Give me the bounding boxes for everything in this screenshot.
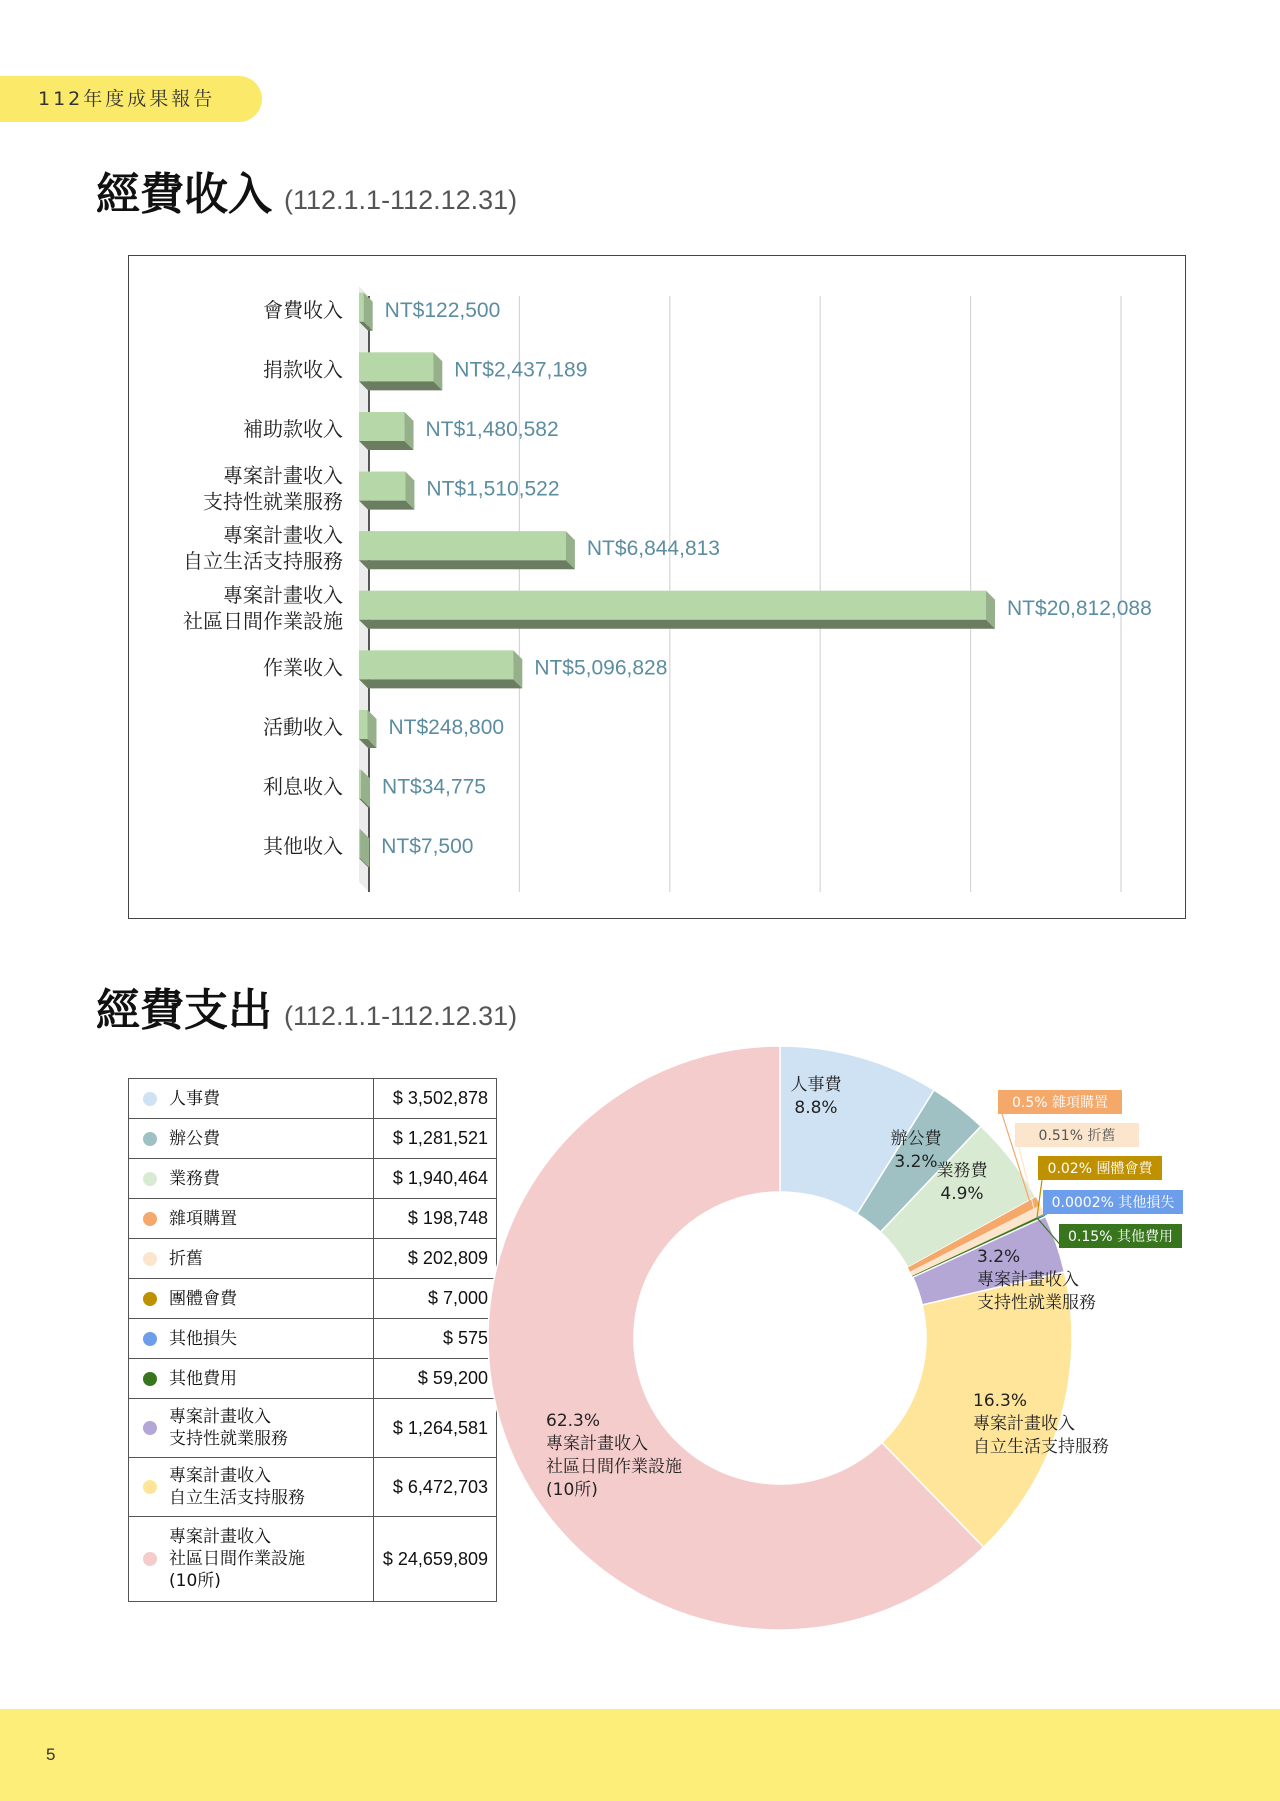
bar-category-label: 會費收入 [263,297,343,322]
bar-data-label: NT$1,480,582 [425,418,559,441]
legend-swatch [143,1252,157,1266]
legend-name-line: 人事費 [169,1088,220,1109]
legend-name-cell [129,1199,374,1239]
income-bar [359,650,522,688]
income-period: (112.1.1-112.12.31) [284,185,518,215]
legend-row [129,1279,497,1319]
bar-data-label: NT$5,096,828 [534,656,668,680]
donut-slice-label: 人事費 8.8% [790,1075,842,1118]
donut-slice-label: 辦公費 3.2% [890,1129,942,1172]
legend-swatch [143,1480,157,1494]
legend-value-cell: $ 202,809 [374,1239,497,1279]
legend-name-line: 團體會費 [169,1288,237,1309]
legend-swatch [143,1132,157,1146]
legend-name-cell [129,1458,374,1517]
bar-category-label: 捐款收入 [263,357,343,382]
callout-tag-label: 0.5% 雜項購置 [1011,1095,1109,1111]
legend-name-cell [129,1517,374,1602]
legend-swatch [143,1092,157,1106]
legend-name-line: 其他費用 [169,1368,237,1389]
legend-name-cell [129,1359,374,1399]
legend-swatch [143,1212,157,1226]
legend-value-cell: $ 6,472,703 [374,1458,497,1517]
legend-name-line: 專案計畫收入 [169,1527,271,1547]
bar-data-label: NT$1,510,522 [426,477,560,501]
bar-data-label: NT$6,844,813 [586,537,721,561]
legend-name-line: 社區日間作業設施 [169,1549,305,1569]
callout-tag-label: 0.02% 團體會費 [1047,1161,1153,1177]
bar-category-label: 專案計畫收入支持性就業服務 [203,463,343,514]
legend-name-line: 自立生活支持服務 [169,1488,305,1508]
callout-tag-label: 0.0002% 其他損失 [1051,1195,1175,1211]
expense-donut-chart-svg [480,1030,1200,1670]
legend-swatch [143,1372,157,1386]
donut-slice-label: 62.3%專案計畫收入社區日間作業設施(10所) [546,1411,682,1500]
legend-row [129,1199,497,1239]
legend-name-line: 專案計畫收入 [169,1466,271,1486]
legend-row [129,1119,497,1159]
legend-name-line: 雜項購置 [169,1208,237,1229]
bar-data-label: NT$248,800 [388,716,505,739]
legend-row [129,1239,497,1279]
legend-swatch [143,1552,157,1566]
legend-value-cell: $ 1,281,521 [374,1119,497,1159]
legend-name-cell [129,1319,374,1359]
legend-value-cell: $ 59,200 [374,1359,497,1399]
legend-value-cell: $ 1,940,464 [374,1159,497,1199]
legend-value-cell: $ 7,000 [374,1279,497,1319]
callout-tag-label: 0.51% 折舊 [1038,1128,1116,1144]
bar-category-label: 專案計畫收入自立生活支持服務 [183,523,343,574]
bar-category-label: 補助款收入 [243,417,343,441]
legend-name-cell [129,1159,374,1199]
income-bar-chart [128,255,1186,919]
income-title: 經費收入 [96,169,272,220]
bar-data-label: NT$2,437,189 [454,358,588,382]
expense-section-title [96,974,517,1038]
bar-category-label: 作業收入 [263,655,343,680]
expense-title: 經費支出 [96,985,272,1036]
legend-row [129,1359,497,1399]
legend-value-cell: $ 24,659,809 [374,1517,497,1602]
bar-data-label: NT$20,812,088 [1007,596,1152,620]
legend-name-cell [129,1079,374,1119]
legend-name-cell [129,1239,374,1279]
income-bar [359,352,442,390]
legend-name-cell [129,1399,374,1458]
legend-name-line: 其他損失 [169,1328,237,1349]
legend-value-cell: $ 3,502,878 [374,1079,497,1119]
income-bar [359,591,995,629]
legend-name-cell [129,1279,374,1319]
legend-name-line: 辦公費 [169,1128,220,1149]
expense-donut-chart [480,1030,1200,1670]
legend-name-line: (10所) [169,1571,221,1591]
legend-swatch [143,1172,157,1186]
legend-value-cell: $ 1,264,581 [374,1399,497,1458]
legend-name-line: 業務費 [169,1168,220,1189]
legend-swatch [143,1421,157,1435]
donut-slice-label: 16.3%專案計畫收入自立生活支持服務 [973,1391,1109,1457]
legend-name-line: 專案計畫收入 [169,1407,271,1427]
legend-value-cell: $ 575 [374,1319,497,1359]
callout-tag-label: 0.15% 其他費用 [1068,1229,1173,1245]
bar-category-label: 利息收入 [263,774,343,799]
legend-name-line: 支持性就業服務 [169,1429,288,1449]
legend-name-line: 折舊 [169,1248,203,1269]
bar-data-label: NT$7,500 [381,835,474,859]
donut-slice-label: 3.2%專案計畫收入支持性就業服務 [977,1247,1096,1313]
legend-row [129,1319,497,1359]
expense-legend-table [128,1078,497,1602]
legend-value-cell: $ 198,748 [374,1199,497,1239]
income-bar-chart-svg [129,256,1186,919]
bar-data-label: NT$34,775 [382,775,486,799]
bar-category-label: 活動收入 [263,715,343,739]
expense-period: (112.1.1-112.12.31) [284,1001,518,1031]
bar-data-label: NT$122,500 [384,298,501,322]
legend-row [129,1458,497,1517]
donut-slice-label: 業務費 4.9% [936,1161,988,1204]
legend-row [129,1079,497,1119]
legend-row [129,1517,497,1602]
legend-row [129,1399,497,1458]
legend-name-cell [129,1119,374,1159]
income-section-title [96,158,517,222]
report-label: 112年度成果報告 [0,76,262,122]
page-number: 5 [46,1745,56,1764]
legend-swatch [143,1292,157,1306]
income-bar [359,472,414,510]
legend-swatch [143,1332,157,1346]
income-bar [359,412,414,450]
legend-row [129,1159,497,1199]
bar-category-label: 其他收入 [263,834,343,859]
bar-category-label: 專案計畫收入社區日間作業設施 [183,582,343,633]
page-footer [0,1709,1280,1801]
income-bar [359,531,575,569]
